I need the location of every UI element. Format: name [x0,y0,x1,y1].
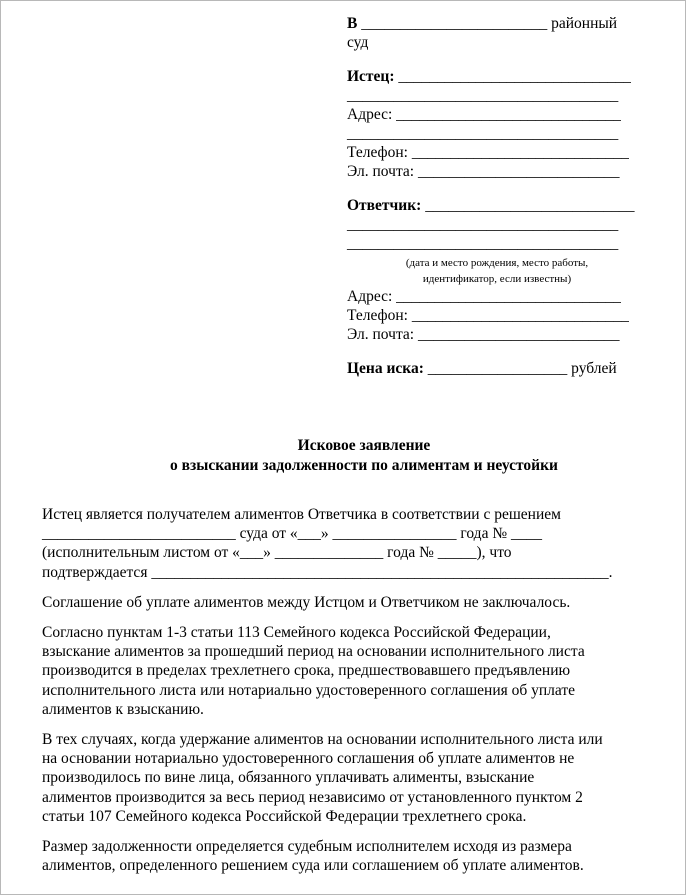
defendant-phone-line: Телефон: ____________________________ [347,307,629,324]
plaintiff-address-blank-line: ___________________________________ [347,125,619,142]
defendant-address-line: Адрес: _____________________________ [347,288,621,305]
document-title: Исковое заявление о взыскании задолженности по алиментам и неустойки [170,437,558,474]
plaintiff-address-line: Адрес: _____________________________ [347,106,621,123]
defendant-blank-line-1: ___________________________________ [347,216,619,233]
document-body [42,505,657,886]
plaintiff-line: Истец: ______________________________ [347,68,631,85]
plaintiff-phone-line: Телефон: ____________________________ [347,144,629,161]
plaintiff-label: Истец: [347,68,395,85]
plaintiff-blank-line: ___________________________________ [347,87,619,104]
defendant-label: Ответчик: [347,197,422,214]
court-line-2: суд [347,34,369,51]
defendant-line: Ответчик: ___________________________ [347,197,635,214]
paragraph-4: В тех случаях, когда удержание алиментов на основании исполнительного листа или на основании нотариально удостоверенного соглашения об уплате алиментов не производилось по вине лица, обязанного уплачивать алименты, взыскание алиментов производится за весь период независимо от установленного пунктом 2 статьи 107 Семейного кодекса Российской Федерации трехлетнего срока. [42,731,603,825]
claim-price-line: Цена иска: __________________ рублей [347,360,617,377]
defendant-blank-line-2: ___________________________________ [347,235,619,252]
paragraph-2: Соглашение об уплате алиментов между Истцом и Ответчиком не заключалось. [42,593,571,611]
plaintiff-email-line: Эл. почта: __________________________ [347,163,620,180]
addressee-block [347,14,659,378]
paragraph-3: Согласно пунктам 1-3 статьи 113 Семейного кодекса Российской Федерации, взыскание алиментов за прошедший период на основании исполнительного листа производится в пределах трехлетнего срока, предшествовавшего предъявлению исполнительного листа или нотариально удостоверенного соглашения об уплате алиментов к взысканию. [42,624,585,718]
claim-price-label: Цена иска: [347,360,424,377]
defendant-note: (дата и место рождения, место работы, идентификатор, если известны) [405,257,589,285]
court-line: В ________________________ районный [347,15,618,32]
defendant-email-line: Эл. почта: __________________________ [347,326,620,343]
paragraph-5: Размер задолженности определяется судебным исполнителем исходя из размера алиментов, определенного решением суда или соглашением об уплате алиментов. [42,838,584,875]
paragraph-1: Истец является получателем алиментов Ответчика в соответствии с решением _________________________ суда от «___» ________________ года № ____ (исполнительным листом от «___» ______________ года № _____), что подтверждается ___________________________________________________________. [42,506,613,581]
court-blank: ________________________ [361,15,548,32]
